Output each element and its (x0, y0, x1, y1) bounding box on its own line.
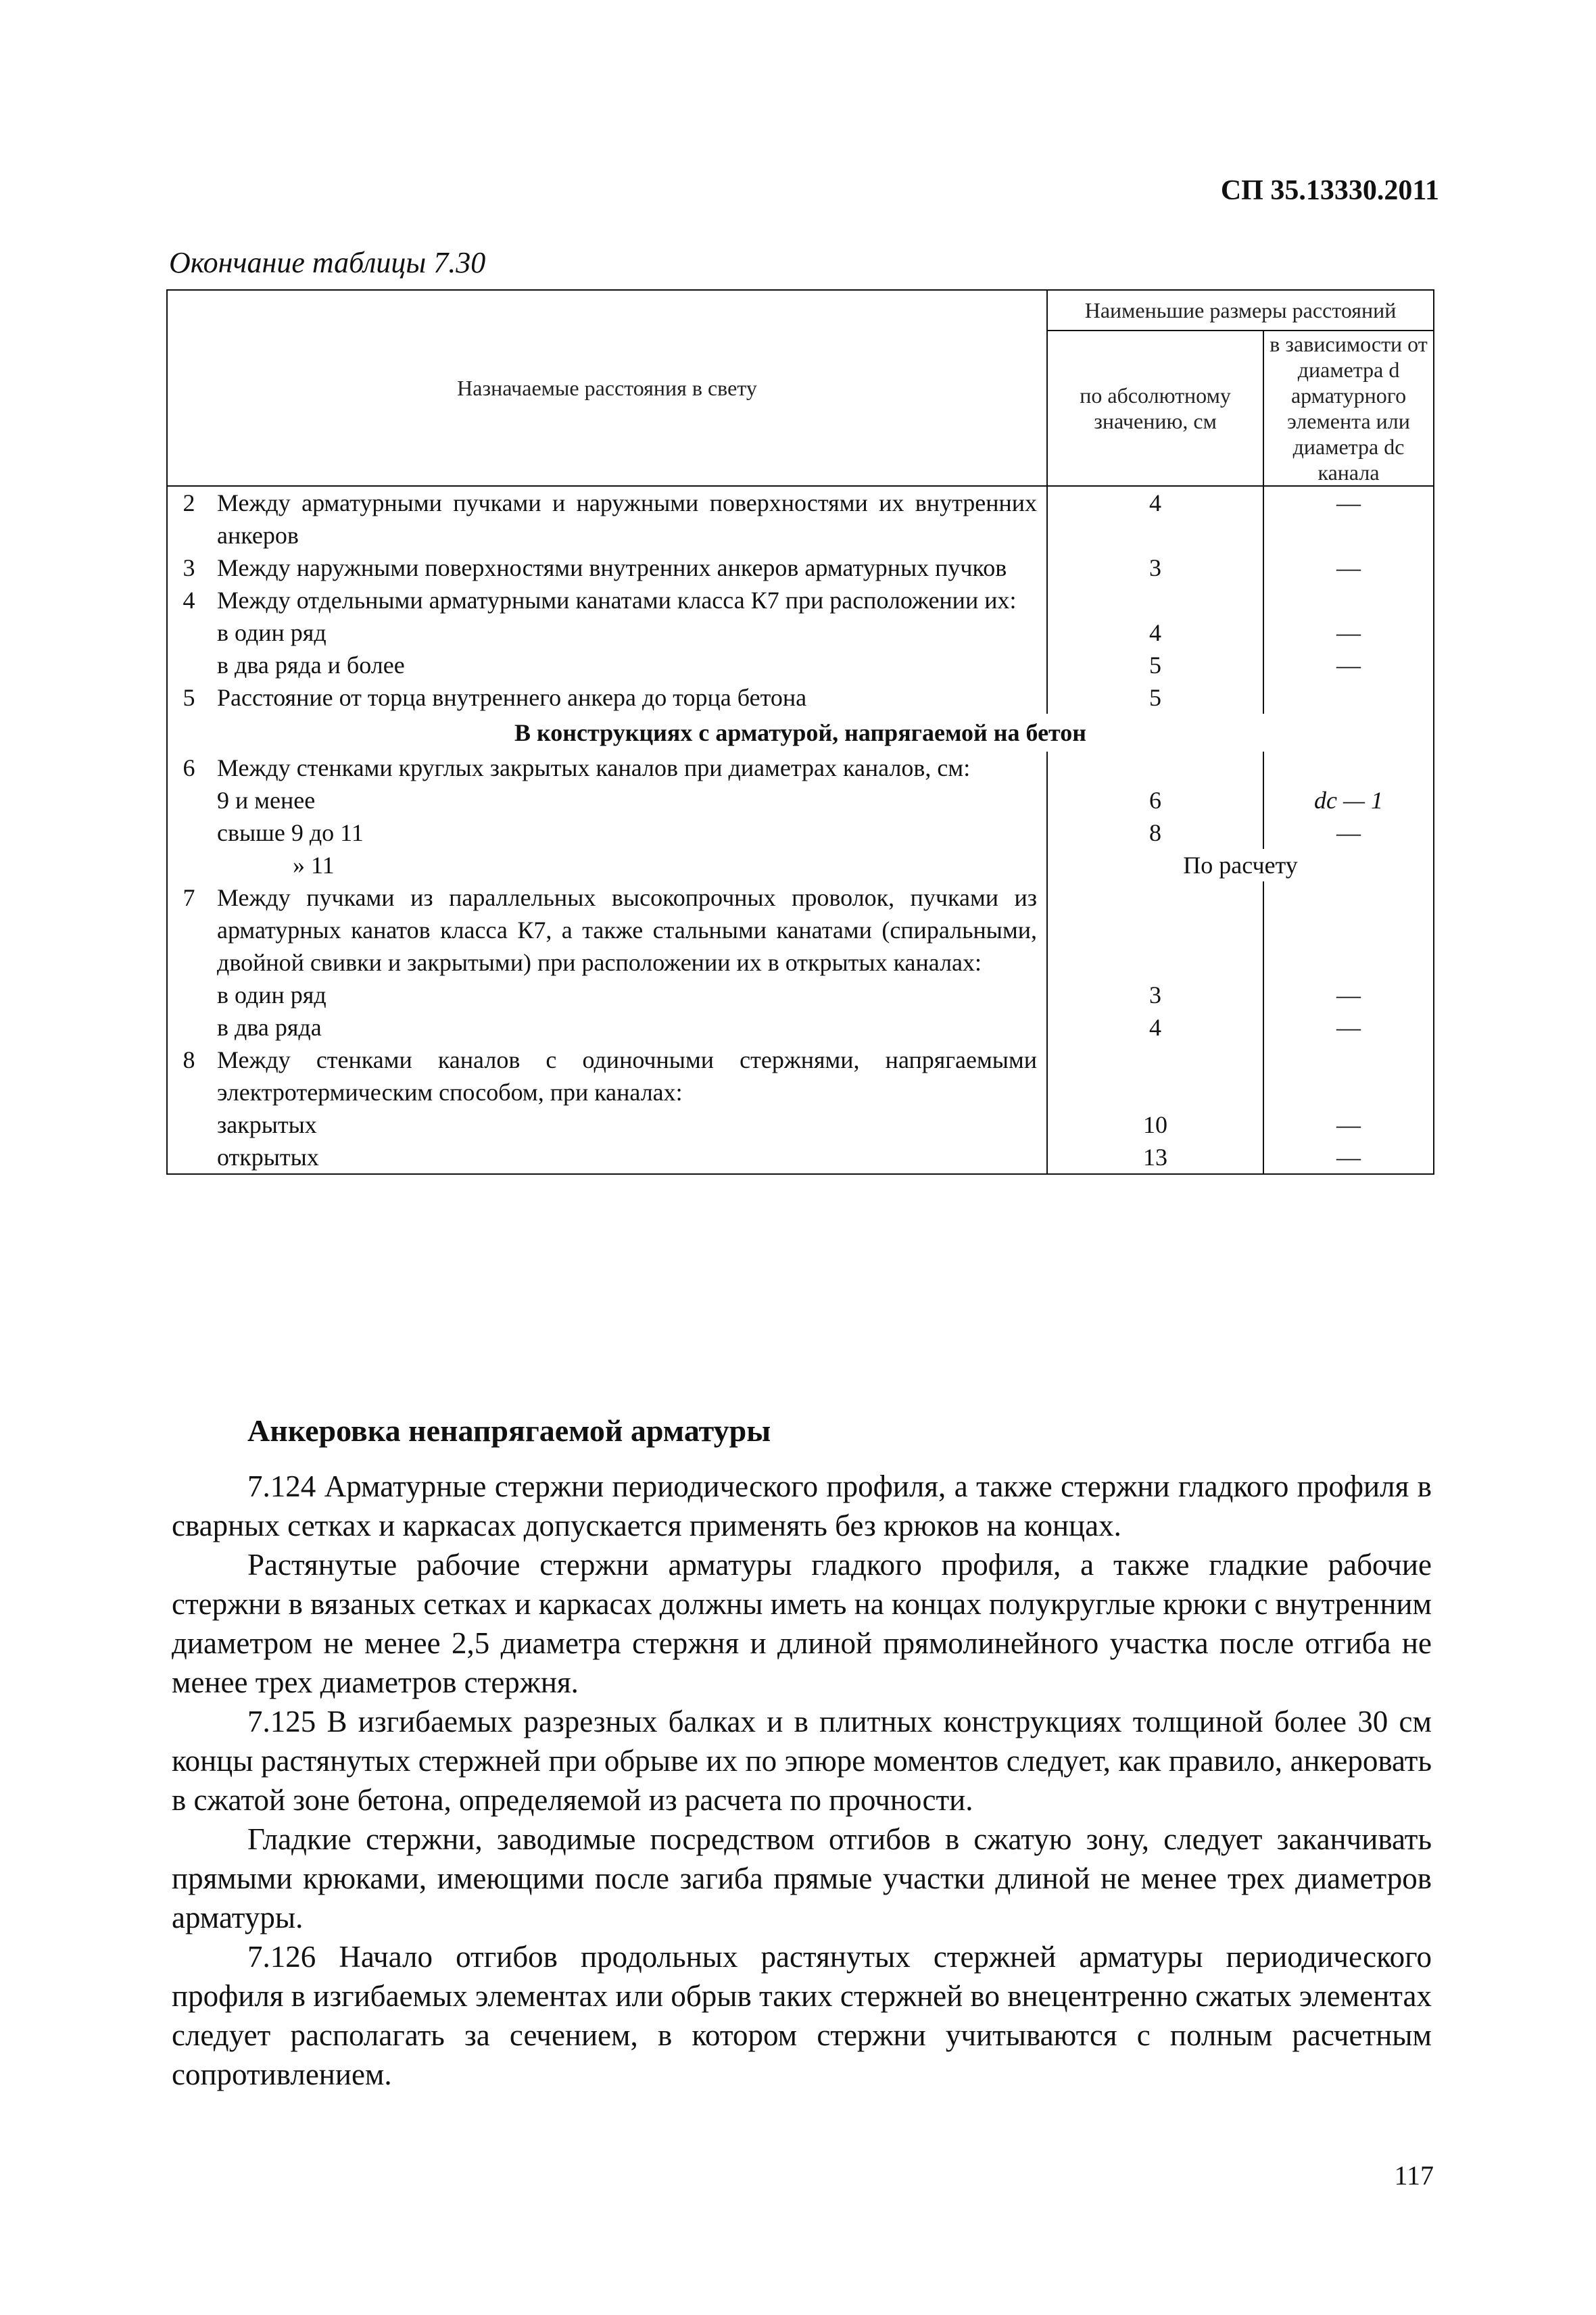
row-relative (1263, 881, 1434, 979)
row-text: свыше 9 до 11 (217, 819, 364, 846)
body-paragraphs (172, 1467, 1432, 2094)
row-number: 3 (167, 552, 210, 584)
row-number (167, 817, 210, 849)
row-relative: — (1263, 552, 1434, 584)
row-absolute: 8 (1047, 817, 1263, 849)
table-row (167, 849, 1434, 881)
table-row (167, 681, 1434, 714)
row-relative: — (1263, 486, 1434, 552)
row-number: 2 (167, 486, 210, 552)
table-row (167, 486, 1434, 552)
row-relative: — (1263, 1108, 1434, 1141)
row-text: Между пучками из параллельных высокопрочных проволок, пучками из арматурных канатов класса К7, а также стальными канатами (спиральными, двойной свивки и закрытыми) при расположении их в открытых каналах: (217, 884, 1038, 976)
table-caption: Окончание таблицы 7.30 (169, 246, 486, 279)
distance-table (166, 289, 1434, 1175)
row-text: Между стенками круглых закрытых каналов при диаметрах каналов, см: (217, 754, 971, 781)
table-row (167, 881, 1434, 979)
row-number (167, 849, 210, 881)
table-row (167, 1044, 1434, 1108)
row-relative (1263, 752, 1434, 784)
section-heading: Анкеровка ненапрягаемой арматуры (247, 1413, 771, 1448)
row-number (167, 1141, 210, 1174)
row-absolute (1047, 752, 1263, 784)
table-row (167, 784, 1434, 817)
table-row (167, 752, 1434, 784)
paragraph: Гладкие стержни, заводимые посредством отгибов в сжатую зону, следует заканчивать прямыми крюками, имеющими после загиба прямые участки длиной не менее трех диаметров арматуры. (172, 1822, 1432, 1934)
header-relative (1263, 331, 1434, 486)
row-absolute (1047, 1044, 1263, 1108)
row-absolute: 4 (1047, 1011, 1263, 1044)
row-text: Между наружными поверхностями внутренних анкеров арматурных пучков (217, 554, 1007, 581)
row-relative: — (1263, 817, 1434, 849)
row-number (167, 649, 210, 681)
header-relative-line: элемента или (1287, 409, 1410, 433)
row-number: 6 (167, 752, 210, 784)
row-text: в один ряд (217, 981, 327, 1008)
header-relative-line: в зависимости от (1269, 332, 1428, 356)
row-text: Между отдельными арматурными канатами класса К7 при расположении их: (217, 587, 1017, 614)
header-group: Наименьшие размеры расстояний (1047, 290, 1434, 331)
header-description: Назначаемые расстояния в свету (167, 290, 1047, 486)
table-row (167, 979, 1434, 1011)
row-number: 4 (167, 584, 210, 616)
row-relative: — (1263, 1011, 1434, 1044)
row-number (167, 616, 210, 649)
row-number: 8 (167, 1044, 210, 1108)
row-text: в один ряд (217, 619, 327, 646)
row-number: 5 (167, 681, 210, 714)
header-relative-line: арматурного (1290, 383, 1407, 408)
row-absolute (1047, 881, 1263, 979)
header-relative-line: диаметра dc канала (1292, 435, 1405, 485)
row-relative (1263, 681, 1434, 714)
table-row (167, 616, 1434, 649)
row-text: 9 и менее (217, 787, 316, 814)
row-absolute (1047, 584, 1263, 616)
row-text: » 11 (293, 852, 335, 879)
row-text: открытых (210, 1141, 1047, 1174)
row-text: закрытых (217, 1111, 317, 1138)
paragraph: Растянутые рабочие стержни арматуры гладкого профиля, а также гладкие рабочие стержни в вязаных сетках и каркасах должны иметь на концах полукруглые крюки с внутренним диаметром не менее 2,5 диаметра стержня и длиной прямолинейного участка после отгиба не менее трех диаметров стержня. (172, 1548, 1432, 1699)
row-text: в два ряда и более (217, 652, 405, 679)
table-row (167, 584, 1434, 616)
row-relative: dc — 1 (1263, 784, 1434, 817)
row-relative: — (1263, 649, 1434, 681)
table-row (167, 1141, 1434, 1174)
row-text: Между стенками каналов с одиночными стержнями, напрягаемыми электротермическим способом, при каналах: (217, 1046, 1038, 1106)
row-absolute: 3 (1047, 552, 1263, 584)
row-absolute: 4 (1047, 486, 1263, 552)
table-section-row (167, 714, 1434, 752)
row-absolute: 10 (1047, 1108, 1263, 1141)
paragraph: 7.125 В изгибаемых разрезных балках и в плитных конструкциях толщиной более 30 см концы растянутых стержней при обрыве их по эпюре моментов следует, как правило, анкеровать в сжатой зоне бетона, определяемой из расчета по прочности. (172, 1705, 1432, 1817)
row-absolute: 5 (1047, 649, 1263, 681)
header-relative-line: диаметра d (1297, 358, 1400, 382)
table-row (167, 649, 1434, 681)
table-row (167, 1011, 1434, 1044)
row-calc-span: По расчету (1047, 849, 1434, 881)
document-code: СП 35.13330.2011 (1220, 175, 1439, 206)
paragraph: 7.124 Арматурные стержни периодического профиля, а также стержни гладкого профиля в сварных сетках и каркасах допускается применять без крюков на концах. (172, 1469, 1432, 1542)
row-absolute: 6 (1047, 784, 1263, 817)
row-relative: — (1263, 616, 1434, 649)
table-row (167, 1108, 1434, 1141)
table-row (167, 552, 1434, 584)
row-absolute: 4 (1047, 616, 1263, 649)
row-number (167, 1108, 210, 1141)
row-absolute: 3 (1047, 979, 1263, 1011)
row-relative (1263, 584, 1434, 616)
row-number: 7 (167, 881, 210, 979)
row-relative (1263, 1044, 1434, 1108)
header-absolute: по абсолютному значению, см (1047, 331, 1263, 486)
paragraph: 7.126 Начало отгибов продольных растянутых стержней арматуры периодического профиля в изгибаемых элементах или обрыв таких стержней во внецентренно сжатых элементах следует располагать за сечением, в котором стержни учитываются с полным расчетным сопротивлением. (172, 1940, 1432, 2091)
row-number (167, 1011, 210, 1044)
row-number (167, 784, 210, 817)
row-relative: — (1263, 1141, 1434, 1174)
row-relative: — (1263, 979, 1434, 1011)
row-text: в два ряда (217, 1014, 322, 1041)
row-text: Между арматурными пучками и наружными поверхностями их внутренних анкеров (217, 489, 1038, 549)
row-absolute: 13 (1047, 1141, 1263, 1174)
row-number (167, 979, 210, 1011)
row-absolute: 5 (1047, 681, 1263, 714)
row-text: Расстояние от торца внутреннего анкера до торца бетона (217, 684, 807, 711)
section-title: В конструкциях с арматурой, напрягаемой на бетон (167, 714, 1434, 752)
page-number: 117 (1394, 2160, 1434, 2191)
table-row (167, 817, 1434, 849)
